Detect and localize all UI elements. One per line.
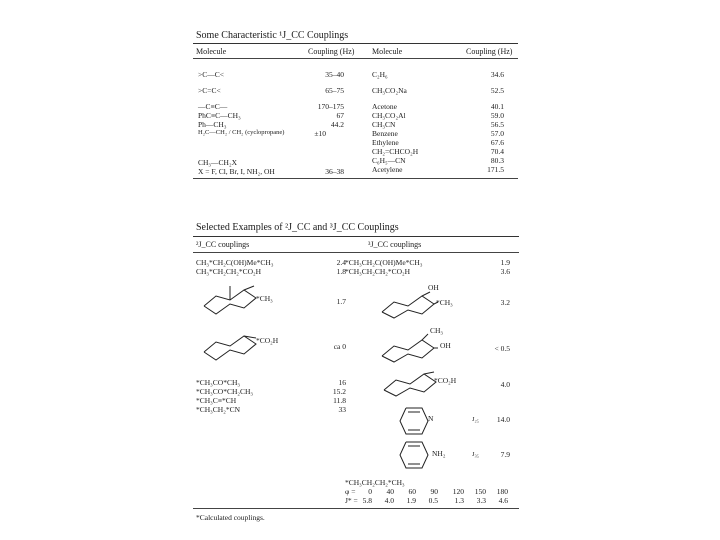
coupling-value: 3.6 [500,267,510,276]
molecule-label: C₆H₅—CN [372,156,406,165]
structure-label: CH₃ [430,326,444,335]
molecule-label: *CH₃CH₂CH₂*CO₂H [345,267,411,276]
coupling-value: 1.7 [336,297,346,306]
cyclohexane-chair-structure [200,284,260,320]
molecule-label: X = F, Cl, Br, I, NH₂, OH [198,167,275,176]
coupling-subscript: J₃₅ [472,451,480,458]
molecule-label: PhC≡C—CH₃ [198,111,241,120]
coupling-value: 80.3 [490,156,504,165]
footnote: *Calculated couplings. [196,513,265,522]
coupling-value: 1.9 [500,258,510,267]
phi-value: 90 [430,487,438,496]
coupling-value: 4.0 [500,380,510,389]
coupling-value: 67 [336,111,344,120]
coupling-value: 16 [338,378,346,387]
j-label: J* = [345,496,358,505]
molecule-label: Acetone [372,102,397,111]
divider [193,252,519,253]
cyclohexane-chair-structure [378,292,438,322]
structure-label: OH [428,283,439,292]
structure-label: N [428,414,434,423]
col-header-coupling-2: Coupling (Hz) [466,47,513,56]
col-header-molecule-1: Molecule [196,47,227,56]
phi-value: 120 [452,487,464,496]
molecule-label: C₂H₆ [372,70,388,79]
divider [193,43,518,44]
table1-title: Some Characteristic ¹J_CC Couplings [196,30,349,41]
table2-title: Selected Examples of ²J_CC and ³J_CC Couplings [196,222,399,233]
j-value: 0.5 [428,496,438,505]
molecule-label: CH₃*CH₂CH₂*CO₂H [196,267,262,276]
pyridine-ring-structure [398,406,430,436]
structure-label: *CO₂H [256,336,279,345]
j-value: 1.9 [406,496,416,505]
j-value: 5.8 [362,496,372,505]
molecule-label: *CH₃CH₂C(OH)Me*CH₃ [345,258,423,267]
divider [193,236,519,237]
molecule-label: CH₂=CHCO₂H [372,147,419,156]
coupling-value: 11.8 [333,396,346,405]
coupling-value: ca 0 [333,342,346,351]
molecule-label: Acetylene [372,165,403,174]
molecule-label: Ph—CH₃ [198,120,227,129]
j-value: 1.3 [454,496,464,505]
coupling-value: 36–38 [325,167,344,176]
coupling-value: 1.8 [336,267,346,276]
coupling-value: 52.5 [490,86,504,95]
coupling-value: 59.0 [490,111,504,120]
molecule-label: CH₃CO₂Al [372,111,406,120]
coupling-value: 170–175 [317,102,344,111]
molecule-label: CH₃*CH₂C(OH)Me*CH₃ [196,258,274,267]
col-header-coupling-1: Coupling (Hz) [308,47,355,56]
cyclohexane-chair-structure [200,330,260,366]
structure-label: *CH₃ [436,298,453,307]
coupling-value: ±10 [314,129,326,138]
divider [193,58,518,59]
structure-label: *CH₃ [256,294,273,303]
phi-label: φ = [345,487,356,496]
molecule-label: *CH₃C≡*CH [196,396,237,405]
coupling-value: < 0.5 [494,344,510,353]
coupling-value: 67.6 [490,138,504,147]
coupling-value: 44.2 [330,120,344,129]
molecule-label: CH₃CO₂Na [372,86,407,95]
molecule-label: *CH₃CO*CH₂CH₃ [196,387,254,396]
molecule-label: >C—C< [198,70,224,79]
cyclohexane-chair-structure [378,336,438,366]
coupling-value: 33 [338,405,346,414]
coupling-value: 2.4 [336,258,346,267]
molecule-label: *CH₃CO*CH₃ [196,378,240,387]
molecule-label: >C=C< [198,86,221,95]
coupling-value: 3.2 [500,298,510,307]
molecule-label: H₂C—CH₂ / CH₂ (cyclopropane) [198,129,285,136]
coupling-value: 70.4 [490,147,504,156]
phi-value: 0 [368,487,372,496]
molecule-label: Ethylene [372,138,399,147]
coupling-value: 7.9 [500,450,510,459]
coupling-value: 15.2 [332,387,346,396]
coupling-value: 34.6 [490,70,504,79]
molecule-label: *CH₃CH₂*CN [196,405,240,414]
coupling-subscript: J₂₅ [472,416,480,423]
coupling-value: 171.5 [487,165,504,174]
phi-value: 180 [496,487,508,496]
divider [193,508,519,509]
col-header-molecule-2: Molecule [372,47,403,56]
col-header-3jcc: ³J_CC couplings [368,240,422,249]
coupling-value: 56.5 [490,120,504,129]
aniline-ring-structure [398,440,430,470]
j-value: 4.0 [384,496,394,505]
coupling-value: 35–40 [325,70,344,79]
phi-value: 150 [474,487,486,496]
molecule-label: CH₃CN [372,120,396,129]
structure-label: OH [440,341,451,350]
cyclohexane-chair-structure [380,370,440,400]
molecule-label: Benzene [372,129,398,138]
coupling-value: 40.1 [490,102,504,111]
structure-label: *CO₂H [434,376,457,385]
coupling-value: 14.0 [496,415,510,424]
col-header-2jcc: ²J_CC couplings [196,240,250,249]
j-value: 3.3 [476,496,486,505]
j-value: 4.6 [498,496,508,505]
coupling-value: 65–75 [325,86,344,95]
molecule-label: CH₃—CH₂X [198,158,237,167]
phi-value: 40 [386,487,394,496]
dihedral-molecule: *CH₃CH₂CH₂*CH₃ [345,478,405,487]
divider [193,178,518,179]
coupling-value: 57.0 [490,129,504,138]
molecule-label: —C≡C— [198,102,228,111]
structure-label: NH₂ [432,449,446,458]
phi-value: 60 [408,487,416,496]
